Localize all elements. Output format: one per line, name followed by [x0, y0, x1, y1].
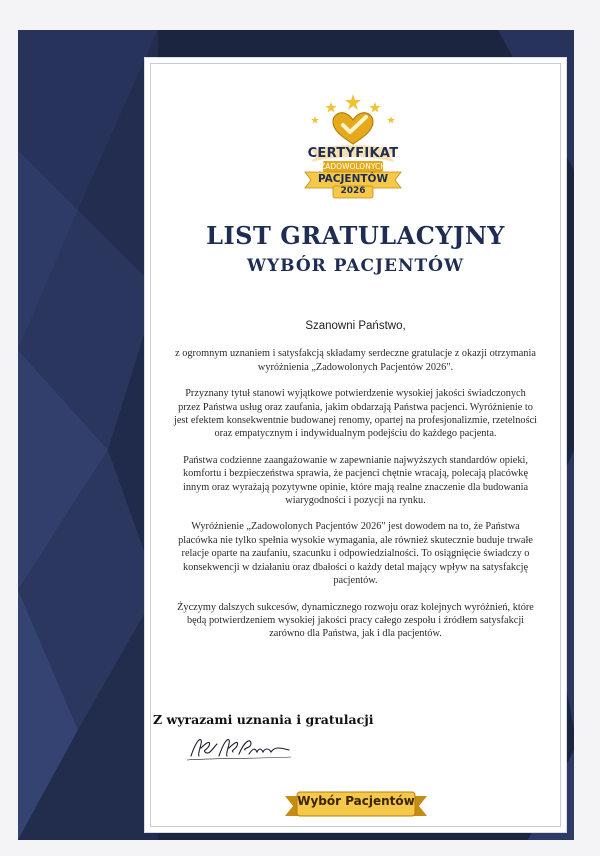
- heart-check-icon: [333, 113, 373, 144]
- certificate-page: [18, 30, 574, 840]
- badge-patients-label: PACJENTÓW: [317, 173, 389, 185]
- page-subtitle: WYBÓR PACJENTÓW: [246, 256, 465, 276]
- paragraph-3: Państwa codzienne zaangażowanie w zapewnianie najwyższych standardów opieki, komfortu i bezpieczeństwa sprawia, że pacjenci chętnie wracają, polecają placówkę innym oraz wyrażają pozytywne opinie, które mają realne znaczenie dla budowania wiarygodności i pozycji na rynku.: [182, 454, 529, 507]
- closing-line: Z wyrazami uznania i gratulacji: [153, 712, 374, 727]
- page-title: LIST GRATULACYJNY: [206, 221, 505, 250]
- paragraph-2: Przyznany tytuł stanowi wyjątkowe potwierdzenie wysokiej jakości świadczonych przez Państwa usług oraz zaufania, jakim obdarzają Państwa pacjenci. Wyróżnienie to jest efektem konsekwentnie budowanej renomy, opartej na profesjonalizmie, rzetelności oraz empatycznym i indywidualnym podejściu do każdego pacjenta.: [173, 388, 538, 440]
- badge-certificate-label: CERTYFIKAT: [307, 146, 399, 161]
- paragraph-1: z ogromnym uznaniem i satysfakcją składamy serdeczne gratulacje z okazji otrzymania wyróżnienia „Zadowolonych Pacjentów 2026".: [175, 348, 536, 373]
- paragraph-4: Wyróżnienie „Zadowolonych Pacjentów 2026" jest dowodem na to, że Państwa placówka nie tylko spełnia wysokie wymagania, ale również skutecznie buduje trwałe relacje oparte na zaufaniu, szacunku i odpowiedzialności. To osiągnięcie świadczy o konsekwencji w działaniu oraz dbałości o każdy detal mający wpływ na satysfakcję pacjentów.: [178, 521, 533, 587]
- letter-body: [173, 320, 538, 654]
- ribbon-label: Wybór Pacjentów: [297, 794, 415, 808]
- paragraph-5: Życzymy dalszych sukcesów, dynamicznego rozwoju oraz kolejnych wyróżnień, które będą potwierdzeniem wysokiej jakości pracy całego zespołu i źródłem satysfakcji zarówno dla Państwa, jak i dla pacjentów.: [177, 601, 534, 640]
- salutation: Szanowni Państwo,: [305, 320, 406, 332]
- signature: [185, 730, 295, 764]
- badge-satisfied-label: ZADOWOLONYCH: [320, 162, 386, 171]
- badge-year: 2026: [340, 186, 366, 196]
- certificate-panel: [145, 58, 566, 832]
